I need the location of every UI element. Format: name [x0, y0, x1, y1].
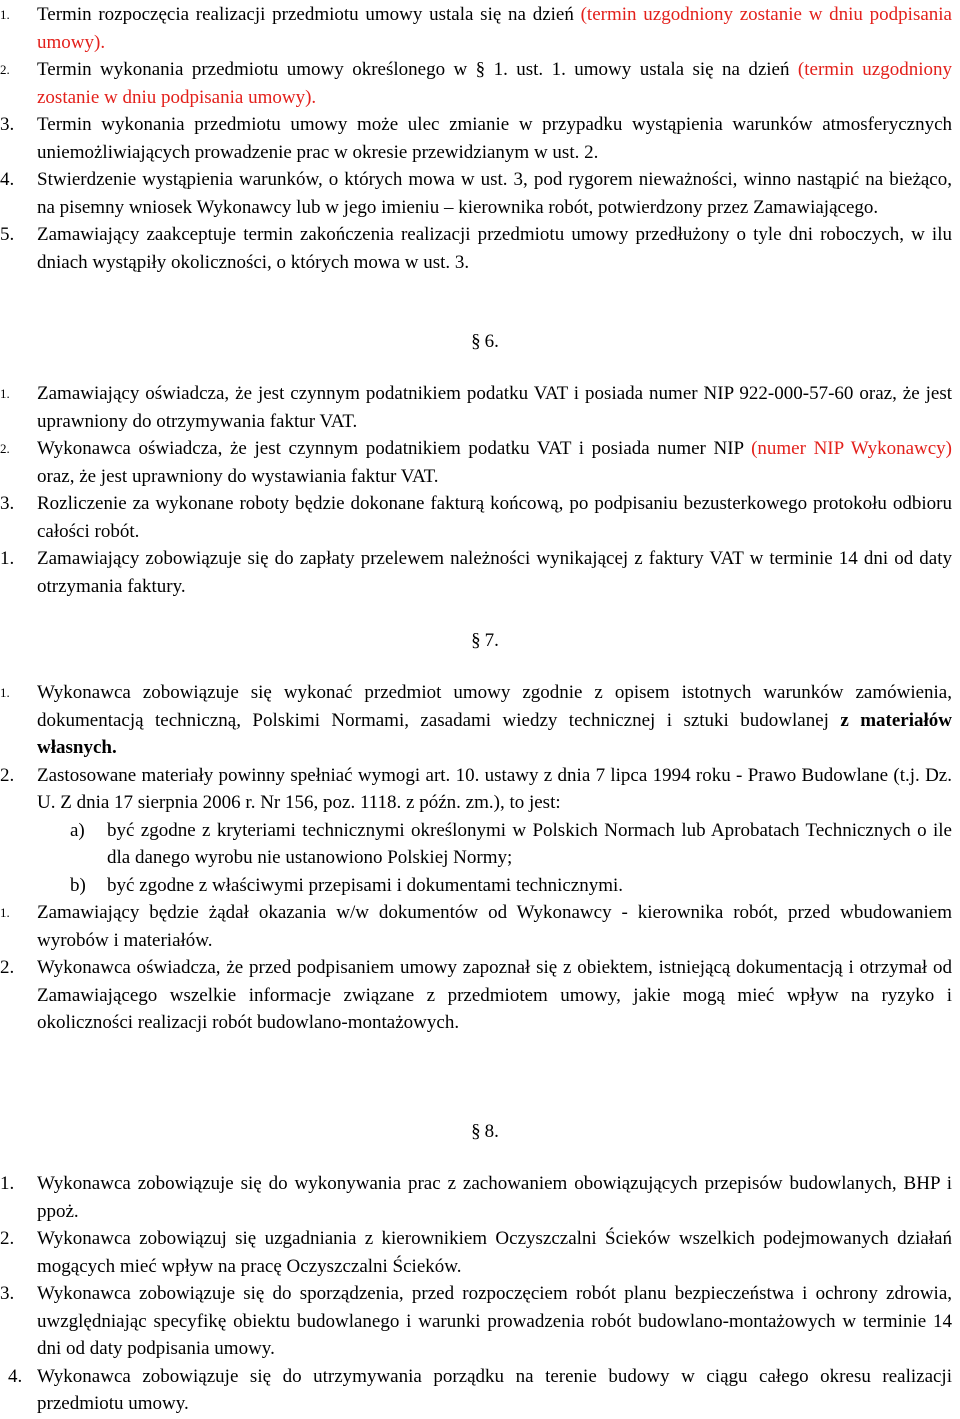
paragraph-3	[0, 1280, 952, 1363]
paragraph-number: 5.	[0, 224, 15, 245]
paragraph-number: 1.	[0, 386, 10, 401]
paragraph-text: Wykonawca zobowiązuje się do utrzymywania porządku na terenie budowy w ciągu całego okresu realizacji przedmiotu umowy.	[37, 1365, 952, 1414]
paragraph-1	[0, 1, 952, 56]
paragraph-number: 1.	[0, 905, 10, 920]
paragraph-text: Wykonawca oświadcza, że przed podpisaniem umowy zapoznał się z obiektem, istniejącą dokumentacją i otrzymał od Zamawiającego wszelkie informacje związane z przedmiotem umowy, jakie mogą mieć wpływ na ryzyko i okoliczności realizacji robót budowlano-montażowych.	[37, 957, 952, 1033]
paragraph-3	[0, 899, 952, 954]
paragraph-text: Wykonawca zobowiązuje się do wykonywania prac z zachowaniem obowiązujących przepisów budowlanych, BHP i ppoż.	[37, 1173, 952, 1222]
paragraph-4	[0, 166, 952, 221]
paragraph-text: Zastosowane materiały powinny spełniać wymogi art. 10. ustawy z dnia 7 lipca 1994 roku - Prawo Budowlane (t.j. Dz. U. Z dnia 17 sierpnia 2006 r. Nr 156, poz. 1118. z późn. zm.), to jest:	[37, 764, 952, 813]
paragraph-number: 4.	[8, 1365, 23, 1387]
section-symbol: §	[471, 331, 481, 352]
paragraph-number: 2.	[0, 957, 15, 978]
section-heading-7	[0, 627, 960, 655]
paragraph-4	[0, 1363, 952, 1418]
paragraph-text: Termin wykonania przedmiotu umowy określonego w § 1. ust. 1. umowy ustala się na dzień	[37, 59, 798, 80]
paragraph-number: 3.	[0, 1283, 15, 1304]
paragraph-text: Zamawiający zobowiązuje się do zapłaty przelewem należności wynikającej z faktury VAT w terminie 14 dni od daty otrzymania faktury.	[37, 548, 952, 597]
paragraph-text: Rozliczenie za wykonane roboty będzie dokonane fakturą końcową, po podpisaniu bezusterkowego protokołu odbioru całości robót.	[37, 493, 952, 542]
paragraph-number: 1.	[0, 1173, 15, 1194]
sub-item-text: być zgodne z właściwymi przepisami i dokumentami technicznymi.	[107, 874, 624, 896]
bold-text: z materiałów własnych.	[37, 709, 953, 758]
paragraph-text: Zamawiający będzie żądał okazania w/w dokumentów od Wykonawcy - kierownika robót, przed wbudowaniem wyrobów i materiałów.	[37, 902, 952, 951]
paragraph-2	[0, 1225, 952, 1280]
section-symbol: §	[471, 1121, 481, 1142]
paragraph-4	[0, 954, 952, 1037]
paragraph-3	[0, 490, 952, 545]
paragraph-text: Zamawiający oświadcza, że jest czynnym podatnikiem podatku VAT i posiada numer NIP 922-000-57-60 oraz, że jest uprawniony do otrzymywania faktur VAT.	[37, 383, 952, 432]
sub-item-letter: b)	[70, 874, 86, 896]
sub-item-a	[0, 817, 952, 872]
paragraph-text: Wykonawca oświadcza, że jest czynnym podatnikiem podatku VAT i posiada numer NIP	[37, 438, 752, 459]
section-6-paragraphs	[0, 380, 952, 600]
placeholder-text: (termin uzgodniony zostanie w dniu podpisania umowy).	[37, 59, 952, 108]
section-5-paragraphs	[0, 1, 952, 276]
section-symbol: §	[471, 630, 481, 651]
paragraph-5	[0, 221, 952, 276]
paragraph-number: 4.	[0, 169, 15, 190]
paragraph-1	[0, 679, 952, 762]
paragraph-number: 1.	[0, 548, 15, 569]
paragraph-3	[0, 111, 952, 166]
sub-item-letter: a)	[70, 819, 85, 841]
paragraph-number: 2.	[0, 764, 15, 786]
paragraph-text: Wykonawca zobowiązuj się uzgadniania z kierownikiem Oczyszczalni Ścieków wszelkich podejmowanych działań mogących mieć wpływ na pracę Oczyszczalni Ścieków.	[37, 1228, 952, 1277]
placeholder-text: (numer NIP Wykonawcy)	[751, 438, 953, 459]
paragraph-text: Termin rozpoczęcia realizacji przedmiotu umowy ustala się na dzień	[37, 4, 581, 25]
section-heading-6	[0, 328, 960, 356]
section-8-paragraphs	[0, 1170, 952, 1418]
paragraph-text: Wykonawca zobowiązuje się do sporządzenia, przed rozpoczęciem robót planu bezpieczeństwa i ochrony zdrowia, uwzględniając specyfikę obiektu budowlanego i warunki prowadzenia robót budowlano-montażowych w terminie 14 dni od daty podpisania umowy.	[37, 1283, 952, 1359]
sub-item-text: być zgodne z kryteriami technicznymi określonymi w Polskich Normach lub Aprobatach Technicznych o ile dla danego wyrobu nie ustanowiono Polskiej Normy;	[107, 819, 952, 868]
section-7-paragraphs	[0, 679, 952, 1037]
sub-item-b	[0, 872, 952, 900]
paragraph-1	[0, 1170, 952, 1225]
paragraph-1	[0, 380, 952, 435]
paragraph-number: 2.	[0, 62, 10, 77]
paragraph-text: Wykonawca zobowiązuje się wykonać przedmiot umowy zgodnie z opisem istotnych warunków zamówienia, dokumentacją techniczną, Polskimi Normami, zasadami wiedzy technicznej i sztuki budowlanej	[37, 682, 952, 731]
paragraph-2	[0, 435, 952, 490]
section-number: 7.	[484, 630, 499, 651]
placeholder-text: (termin uzgodniony zostanie w dniu podpisania umowy).	[37, 4, 952, 53]
section-heading-8	[0, 1118, 960, 1146]
paragraph-text-tail: oraz, że jest uprawniony do wystawiania faktur VAT.	[37, 465, 439, 487]
paragraph-number: 3.	[0, 114, 15, 135]
paragraph-4	[0, 545, 952, 600]
paragraph-2	[0, 762, 952, 817]
paragraph-number: 1.	[0, 7, 10, 22]
paragraph-number: 2.	[0, 441, 10, 456]
paragraph-2	[0, 56, 952, 111]
paragraph-text: Zamawiający zaakceptuje termin zakończenia realizacji przedmiotu umowy przedłużony o tyle dni roboczych, w ilu dniach wystąpiły okoliczności, o których mowa w ust. 3.	[37, 224, 952, 273]
paragraph-number: 2.	[0, 1228, 15, 1249]
section-number: 8.	[484, 1121, 499, 1142]
paragraph-text: Termin wykonania przedmiotu umowy może ulec zmianie w przypadku wystąpienia warunków atmosferycznych uniemożliwiających prowadzenie prac w okresie przewidzianym w ust. 2.	[37, 114, 952, 163]
paragraph-text: Stwierdzenie wystąpienia warunków, o których mowa w ust. 3, pod rygorem nieważności, winno nastąpić na bieżąco, na pisemny wniosek Wykonawcy lub w jego imieniu – kierownika robót, potwierdzony przez Zamawiającego.	[37, 169, 952, 218]
paragraph-number: 1.	[0, 685, 10, 700]
section-number: 6.	[484, 331, 499, 352]
paragraph-number: 3.	[0, 493, 15, 514]
